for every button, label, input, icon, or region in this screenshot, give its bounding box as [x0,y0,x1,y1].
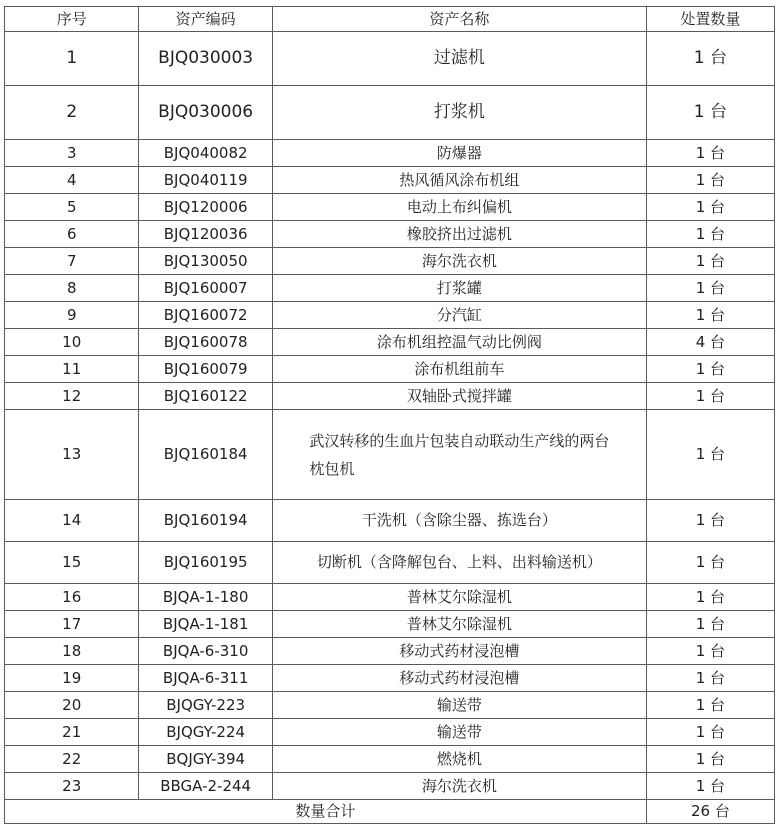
disposal-quantity: 1 台 [646,719,774,746]
row-number: 3 [5,140,139,167]
asset-name: 干洗机（含除尘器、拣选台） [272,500,646,542]
row-number: 1 [5,32,139,86]
row-number: 19 [5,665,139,692]
asset-code: BJQ160079 [139,356,272,383]
asset-name: 移动式药材浸泡槽 [272,665,646,692]
asset-name-line2: 枕包机 [309,459,355,478]
disposal-quantity: 1 台 [646,86,774,140]
disposal-quantity: 1 台 [646,167,774,194]
row-number: 9 [5,302,139,329]
row-number: 18 [5,638,139,665]
asset-name: 移动式药材浸泡槽 [272,638,646,665]
row-number: 5 [5,194,139,221]
disposal-quantity: 1 台 [646,32,774,86]
asset-code: BJQ120006 [139,194,272,221]
asset-name: 海尔洗衣机 [272,773,646,800]
asset-name: 防爆器 [272,140,646,167]
asset-code: BJQA-6-311 [139,665,272,692]
row-number: 22 [5,746,139,773]
table-row [5,32,775,86]
disposal-quantity: 1 台 [646,692,774,719]
row-number: 17 [5,611,139,638]
header-qty: 处置数量 [646,7,774,32]
asset-name: 输送带 [272,719,646,746]
row-number: 15 [5,542,139,584]
asset-code: BJQA-1-180 [139,584,272,611]
asset-name: 电动上布纠偏机 [272,194,646,221]
asset-code: BBGA-2-244 [139,773,272,800]
asset-disposal-table [4,6,775,824]
table-row [5,302,775,329]
asset-code: BJQ030003 [139,32,272,86]
disposal-quantity: 1 台 [646,638,774,665]
disposal-quantity: 1 台 [646,302,774,329]
row-number: 13 [5,410,139,500]
disposal-quantity: 1 台 [646,542,774,584]
asset-name: 输送带 [272,692,646,719]
disposal-quantity: 1 台 [646,140,774,167]
table-row [5,248,775,275]
asset-name: 橡胶挤出过滤机 [272,221,646,248]
header-name: 资产名称 [272,7,646,32]
asset-code: BJQA-6-310 [139,638,272,665]
asset-code: BJQ120036 [139,221,272,248]
table-row [5,692,775,719]
row-number: 21 [5,719,139,746]
row-number: 2 [5,86,139,140]
disposal-quantity: 1 台 [646,275,774,302]
asset-name-wrap [309,427,609,483]
row-number: 6 [5,221,139,248]
asset-code: BJQ160194 [139,500,272,542]
asset-code: BJQ040082 [139,140,272,167]
row-number: 14 [5,500,139,542]
asset-code: BJQ030006 [139,86,272,140]
header-code: 资产编码 [139,7,272,32]
header-no: 序号 [5,7,139,32]
disposal-quantity: 1 台 [646,746,774,773]
disposal-quantity: 1 台 [646,383,774,410]
row-number: 16 [5,584,139,611]
table-row [5,500,775,542]
asset-name: 打浆机 [272,86,646,140]
asset-name-line1: 武汉转移的生血片包装自动联动生产线的两台 [309,431,610,450]
total-label: 数量合计 [5,800,647,824]
row-number: 12 [5,383,139,410]
table-row [5,329,775,356]
total-row [5,800,775,824]
disposal-quantity: 1 台 [646,194,774,221]
asset-code: BJQGY-224 [139,719,272,746]
table-row [5,665,775,692]
table-row [5,410,775,500]
row-number: 20 [5,692,139,719]
asset-name: 过滤机 [272,32,646,86]
asset-name: 打浆罐 [272,275,646,302]
asset-code: BQJGY-394 [139,746,272,773]
table-row [5,356,775,383]
row-number: 4 [5,167,139,194]
row-number: 11 [5,356,139,383]
row-number: 8 [5,275,139,302]
disposal-quantity: 1 台 [646,773,774,800]
asset-name: 涂布机组前车 [272,356,646,383]
asset-code: BJQ160072 [139,302,272,329]
disposal-quantity: 1 台 [646,665,774,692]
table-row [5,746,775,773]
table-row [5,773,775,800]
asset-code: BJQA-1-181 [139,611,272,638]
table-row [5,638,775,665]
asset-name: 普林艾尔除湿机 [272,584,646,611]
header-row [5,7,775,32]
row-number: 23 [5,773,139,800]
disposal-quantity: 1 台 [646,221,774,248]
disposal-quantity: 1 台 [646,500,774,542]
asset-name: 普林艾尔除湿机 [272,611,646,638]
asset-code: BJQ160122 [139,383,272,410]
asset-code: BJQ130050 [139,248,272,275]
asset-name: 热风循风涂布机组 [272,167,646,194]
asset-name: 海尔洗衣机 [272,248,646,275]
total-quantity: 26 台 [646,800,774,824]
asset-name: 分汽缸 [272,302,646,329]
table-row [5,221,775,248]
asset-name: 燃烧机 [272,746,646,773]
table-row [5,194,775,221]
asset-name: 双轴卧式搅拌罐 [272,383,646,410]
table-row [5,542,775,584]
table-row [5,140,775,167]
asset-code: BJQGY-223 [139,692,272,719]
table-row [5,275,775,302]
table-row [5,719,775,746]
disposal-quantity: 1 台 [646,410,774,500]
asset-code: BJQ160007 [139,275,272,302]
asset-name: 切断机（含降解包台、上料、出料输送机） [272,542,646,584]
disposal-quantity: 1 台 [646,356,774,383]
asset-code: BJQ040119 [139,167,272,194]
table-row [5,584,775,611]
row-number: 7 [5,248,139,275]
table-row [5,611,775,638]
disposal-quantity: 4 台 [646,329,774,356]
asset-name: 涂布机组控温气动比例阀 [272,329,646,356]
asset-code: BJQ160184 [139,410,272,500]
table-row [5,383,775,410]
table-row [5,86,775,140]
disposal-quantity: 1 台 [646,584,774,611]
asset-code: BJQ160195 [139,542,272,584]
table-row [5,167,775,194]
asset-name [272,410,646,500]
disposal-quantity: 1 台 [646,248,774,275]
row-number: 10 [5,329,139,356]
asset-code: BJQ160078 [139,329,272,356]
disposal-quantity: 1 台 [646,611,774,638]
